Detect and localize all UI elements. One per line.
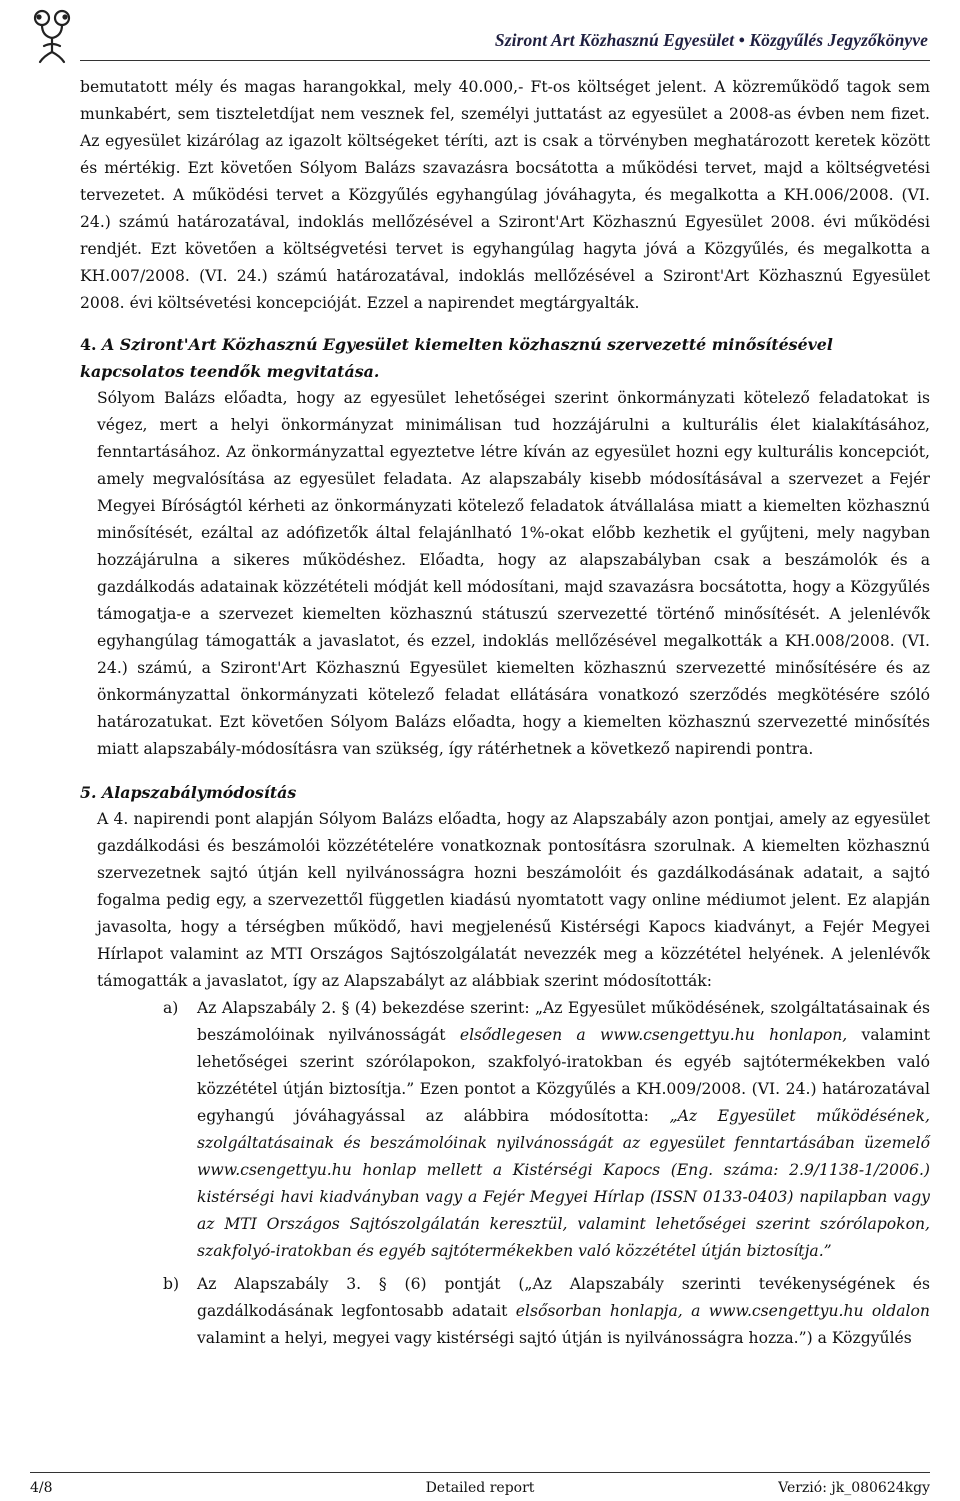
section-5-heading: 5. Alapszabálymódosítás — [80, 783, 297, 802]
page-content — [80, 74, 930, 1352]
item-a-italic-2: „Az Egyesület működésének, szolgáltatásainak és beszámolóinak nyilvánosságát az egyesület fenntartásában üzemelő www.csengettyu.hu honlap mellett a Kistérségi Kapocs (Eng. száma: 2.9/1138-1/2006.) kistérségi havi kiadványban vagy a Fejér Megyei Hírlap (ISSN 0133-0403) napilapban vagy az MTI Országos Sajtószolgálatán keresztül, valamint lehetőségei szerint szórólapokon, szakfolyó-iratokban és egyéb sajtótermékekben való közzététel útján biztosítja.” — [197, 1107, 930, 1260]
item-a-text-2: valamint lehetőségei szerint szórólapokon, szakfolyó-iratokban és egyéb sajtótermékekben való közzététel útján biztosítja.” Ezen pontot a Közgyűlés a KH.009/2008. (VI. 24.) határozatával egyhangú jóváhagyással az alábbira módosította: — [197, 1026, 930, 1125]
list-item-a-text — [197, 995, 930, 1265]
section-4-title: A Sziront'Art Közhasznú Egyesület kiemelten közhasznú szervezetté minősítésével kapcsolatos teendők megvitatása. — [80, 335, 833, 381]
paragraph-intro: bemutatott mély és magas harangokkal, mely 40.000,- Ft-os költséget jelent. A közreműködő tagok sem munkabért, sem tiszteletdíjat nem vesznek fel, személyi juttatást az egyesület a 2008-as évben nem fizet. Az egyesület kizárólag az igazolt költségeket téríti, azt is csak a törvényben meghatározott keretek között és mértékig. Ezt követően Sólyom Balázs szavazásra bocsátotta a működési tervet, majd a költségvetési tervezetet. A működési tervet a Közgyűlés egyhangúlag jóváhagyta, és megalkotta a KH.006/2008. (VI. 24.) számú határozatával, indoklás mellőzésével a Sziront'Art Közhasznú Egyesület 2008. évi működési rendjét. Ezt követően a költségvetési tervet is egyhangúlag hagyta jóvá a Közgyűlés, és megalkotta a KH.007/2008. (VI. 24.) számú határozatával, indoklás mellőzésével a Sziront'Art Közhasznú Egyesület 2008. évi költsévetési koncepcióját. Ezzel a napirendet megtárgyalták. — [80, 78, 930, 312]
organization-logo — [28, 6, 76, 64]
page-footer — [30, 1472, 930, 1501]
list-marker-a: a) — [163, 999, 179, 1017]
paragraph-section-5: A 4. napirendi pont alapján Sólyom Balázs előadta, hogy az Alapszabály azon pontjai, amely az egyesület gazdálkodási és beszámolói közzétételére vonatkoznak pontosításra szorulnak. A kiemelten közhasznú szervezetnek sajtó útján kell nyilvánosságra hozni beszámolóit és gazdálkodásának adatait, a sajtó fogalma pedig egy, a szervezettől független kiadású nyomtatott vagy online médiumot jelent. Ez alapján javasolta, hogy a térségben működő, havi megjelenésű Kistérségi Kapocs kiadványt, a Fejér Megyei Hírlapot valamint az MTI Országos Sajtószolgálatát nevezzék meg a közzététel helyének. A jelenlévők támogatták a javaslatot, így az Alapszabályt az alábbiak szerint módosították: — [97, 810, 930, 990]
item-a-italic-1: elsődlegesen a www.csengettyu.hu honlapon, — [459, 1026, 848, 1044]
list-item-b — [80, 1271, 930, 1352]
header-divider — [80, 60, 930, 61]
header-title: Sziront Art Közhasznú Egyesület • Közgyűlés Jegyzőkönyve — [494, 30, 928, 50]
item-a-text-1: Az Alapszabály 2. § (4) bekezdése szerint: „Az Egyesület működésének, szolgáltatásainak és beszámolóinak nyilvánosságát — [197, 999, 930, 1044]
item-b-text-1: Az Alapszabály 3. § (6) pontját („Az Alapszabály szerinti tevékenységének és gazdálkodásának legfontosabb adatait — [197, 1275, 930, 1320]
paragraph-section-4: Sólyom Balázs előadta, hogy az egyesület lehetőségei szerint önkormányzati kötelező feladatokat is végez, mert a helyi önkormányzat minimálisan tud hozzájárulni a kulturális élet kialakításához, fenntartásához. Az önkormányzattal egyeztetve létre kíván az egyesület hozni egy kulturális koncepciót, amely megvalósítása az egyesület feladata. Az alapszabály kisebb módosításával a szervezet a Fejér Megyei Bíróságtól kérheti az önkormányzati kötelező feladatok átvállalása miatt a kiemelten közhasznú minősítését, ezáltal az adófizetők által felajánlható 1%-okat előbb kezhetik el gyűjteni, mely nagyban hozzájárulna a sikeres működéshez. Előadta, hogy az alapszabályban csak a beszámolók és a gazdálkodás adatainak közzétételi módját kell módosítani, majd szavazásra bocsátotta, hogy a Közgyűlés támogatja-e a szervezet kiemelten közhasznú státuszú szervezetté történő minősítését. A jelenlévők egyhangúlag támogatták a javaslatot, és ezzel, indoklás mellőzésével megalkották a KH.008/2008. (VI. 24.) számú, a Sziront'Art Közhasznú Egyesület kiemelten közhasznú szervezetté minősítésére és az önkormányzattal önkormányzati kötelező feladat ellátására vonatkozó szerződés megkötésére szóló határozatukat. Ezt követően Sólyom Balázs előadta, hogy a kiemelten közhasznú szervezetté minősítés miatt alapszabály-módosításra van szükség, így rátérhetnek a következő napirendi pontra. — [97, 389, 930, 758]
footer-center-label: Detailed report — [425, 1480, 535, 1496]
page-number: 4/8 — [30, 1480, 53, 1496]
list-marker-b: b) — [163, 1275, 180, 1293]
list-item-b-text — [197, 1271, 930, 1352]
section-4-number: 4. — [80, 335, 97, 354]
list-item-a — [80, 995, 930, 1265]
item-b-text-2: valamint a helyi, megyei vagy kistérségi sajtó útján is nyilvánosságra hozza.”) a Közgyűlés — [197, 1329, 912, 1347]
item-b-italic-1: elsősorban honlapja, a www.csengettyu.hu oldalon — [515, 1302, 930, 1320]
section-4-heading — [80, 331, 930, 385]
version-label: Verzió: jk_080624kgy — [778, 1480, 930, 1496]
